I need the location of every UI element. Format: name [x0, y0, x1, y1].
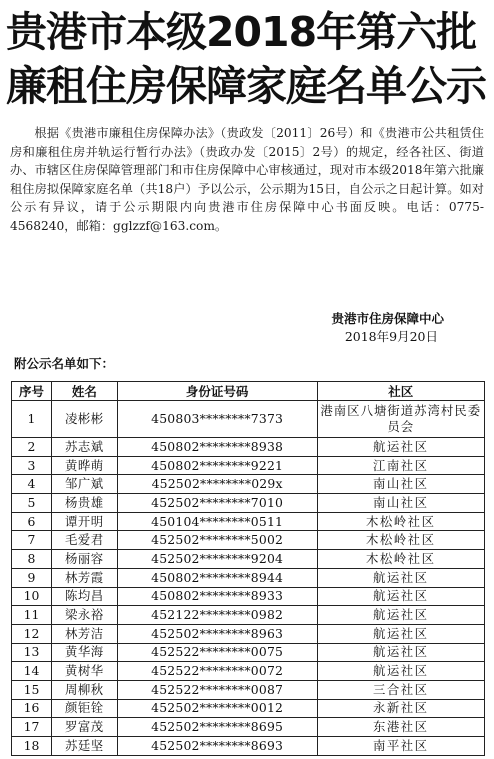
row-seq: 16 — [12, 699, 52, 718]
row-id-number: 452502********029x — [117, 475, 317, 494]
row-id-number: 452502********8695 — [117, 718, 317, 737]
row-community: 航运社区 — [317, 643, 485, 662]
row-id-number: 452502********0012 — [117, 699, 317, 718]
row-id-number: 452502********9204 — [117, 550, 317, 569]
row-seq: 7 — [12, 531, 52, 550]
list-caption: 附公示名单如下： — [14, 356, 115, 371]
row-seq: 18 — [12, 737, 52, 756]
table-row — [12, 606, 485, 625]
row-community: 东港社区 — [317, 718, 485, 737]
row-seq: 14 — [12, 662, 52, 681]
row-name: 陈均昌 — [51, 587, 117, 606]
notice-body: 根据《贵港市廉租住房保障办法》（贵政发〔2011〕26号）和《贵港市公共租赁住房和廉租住房并轨运行暂行办法》（贵政办发〔2015〕2号）的规定，经各社区、街道办、市辖区住房保障管理部门和市住房保障中心审核通过，现对市本级2018年第六批廉租住房拟保障家庭名单（共18户）予以公示，公示期为15日，自公示之日起计算。如对公示有异议，请于公示期限内向贵港市住房保障中心书面反映。电话：0775-4568240，邮箱：gglzzf@163.com。 — [10, 126, 484, 233]
row-seq: 13 — [12, 643, 52, 662]
row-name: 黄晔萌 — [51, 456, 117, 475]
row-name: 林芳霞 — [51, 568, 117, 587]
row-name: 颜钜铨 — [51, 699, 117, 718]
table-row — [12, 512, 485, 531]
row-community: 南山社区 — [317, 494, 485, 513]
row-id-number: 452502********8963 — [117, 624, 317, 643]
row-community: 南山社区 — [317, 475, 485, 494]
header-name: 姓名 — [51, 382, 117, 401]
row-name: 谭开明 — [51, 512, 117, 531]
row-seq: 4 — [12, 475, 52, 494]
row-community: 三合社区 — [317, 680, 485, 699]
row-name: 凌彬彬 — [51, 401, 117, 438]
row-id-number: 450803********7373 — [117, 401, 317, 438]
row-name: 邹广斌 — [51, 475, 117, 494]
row-id-number: 450802********8938 — [117, 438, 317, 457]
row-seq: 9 — [12, 568, 52, 587]
row-seq: 12 — [12, 624, 52, 643]
table-row — [12, 662, 485, 681]
issue-date: 2018年9月20日 — [344, 329, 438, 344]
row-id-number: 452122********0982 — [117, 606, 317, 625]
headline-line-2: 廉租住房保障家庭名单公示 — [6, 62, 486, 110]
row-seq: 11 — [12, 606, 52, 625]
row-seq: 8 — [12, 550, 52, 569]
row-name: 苏廷坚 — [51, 737, 117, 756]
table-row — [12, 737, 485, 756]
row-id-number: 452522********0087 — [117, 680, 317, 699]
row-id-number: 452502********8693 — [117, 737, 317, 756]
row-name: 苏志斌 — [51, 438, 117, 457]
row-community: 木松岭社区 — [317, 550, 485, 569]
row-seq: 15 — [12, 680, 52, 699]
row-id-number: 450802********9221 — [117, 456, 317, 475]
table-row — [12, 587, 485, 606]
table-row — [12, 401, 485, 438]
row-community: 航运社区 — [317, 606, 485, 625]
row-seq: 10 — [12, 587, 52, 606]
row-name: 罗富茂 — [51, 718, 117, 737]
table-row — [12, 494, 485, 513]
row-seq: 1 — [12, 401, 52, 438]
row-seq: 17 — [12, 718, 52, 737]
row-name: 周柳秋 — [51, 680, 117, 699]
table-row — [12, 550, 485, 569]
row-community: 航运社区 — [317, 587, 485, 606]
issuing-organization: 贵港市住房保障中心 — [331, 311, 444, 326]
row-id-number: 450802********8944 — [117, 568, 317, 587]
header-seq: 序号 — [12, 382, 52, 401]
table-row — [12, 568, 485, 587]
table-header-row — [12, 382, 485, 401]
row-id-number: 450104********0511 — [117, 512, 317, 531]
row-id-number: 452522********0075 — [117, 643, 317, 662]
row-name: 黄华海 — [51, 643, 117, 662]
row-id-number: 452522********0072 — [117, 662, 317, 681]
row-seq: 3 — [12, 456, 52, 475]
row-seq: 2 — [12, 438, 52, 457]
header-community: 社区 — [317, 382, 485, 401]
row-name: 林芳洁 — [51, 624, 117, 643]
row-name: 杨丽容 — [51, 550, 117, 569]
table-row — [12, 438, 485, 457]
row-community: 木松岭社区 — [317, 512, 485, 531]
table-row — [12, 718, 485, 737]
table-row — [12, 456, 485, 475]
table-row — [12, 475, 485, 494]
row-community: 航运社区 — [317, 662, 485, 681]
row-id-number: 450802********8933 — [117, 587, 317, 606]
roster-table — [11, 381, 485, 756]
row-community: 南平社区 — [317, 737, 485, 756]
table-body — [12, 401, 485, 756]
row-community: 航运社区 — [317, 624, 485, 643]
table-row — [12, 699, 485, 718]
table-row — [12, 624, 485, 643]
row-id-number: 452502********7010 — [117, 494, 317, 513]
row-name: 黄树华 — [51, 662, 117, 681]
row-id-number: 452502********5002 — [117, 531, 317, 550]
row-community: 航运社区 — [317, 568, 485, 587]
table-row — [12, 531, 485, 550]
row-community: 江南社区 — [317, 456, 485, 475]
row-community: 永新社区 — [317, 699, 485, 718]
table-row — [12, 680, 485, 699]
row-name: 梁永裕 — [51, 606, 117, 625]
row-seq: 6 — [12, 512, 52, 531]
row-name: 杨贵雄 — [51, 494, 117, 513]
row-name: 毛爱君 — [51, 531, 117, 550]
row-community: 航运社区 — [317, 438, 485, 457]
row-community: 木松岭社区 — [317, 531, 485, 550]
table-row — [12, 643, 485, 662]
headline-line-1: 贵港市本级2018年第六批 — [6, 8, 477, 56]
header-id-number: 身份证号码 — [117, 382, 317, 401]
row-seq: 5 — [12, 494, 52, 513]
row-community: 港南区八塘街道苏湾村民委员会 — [317, 401, 485, 438]
